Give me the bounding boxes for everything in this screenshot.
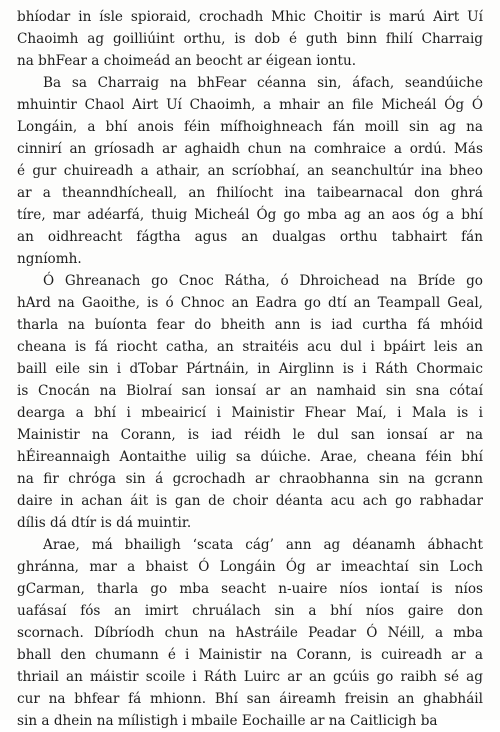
text-line: cur na bhfear fá mhionn. Bhí san áireamh freisin an ghabháil [17, 691, 483, 707]
text-line: scornach. Díbríodh chun na hAstráile Peadar Ó Néill, a mba [17, 625, 483, 641]
text-line: bhíodar in ísle spioraid, crochadh Mhic Choitir is marú Airt Uí [17, 9, 483, 25]
text-line: na bhFear a choimeád an beocht ar éigean iontu. [17, 53, 357, 69]
text-line: Chaoimh ag goilliúint orthu, is dob é guth binn fhilí Charraig [17, 31, 483, 47]
text-line: ghránna, mar a bhaist Ó Longáin Óg ar imeachtaí sin Loch [17, 559, 483, 575]
paragraph [17, 534, 483, 732]
text-line: cinnirí an gríosadh ar aghaidh chun na comhraice a ordú. Más [17, 141, 483, 157]
text-line: hÉireannaigh Aontaithe uilig sa dúiche. Arae, cheana féin bhí [17, 449, 483, 465]
text-line: Ó Ghreanach go Cnoc Rátha, ó Dhroichead na Bríde go [43, 273, 483, 289]
text-line: daire in achan áit is gan de choir déanta acu ach go rabhadar [17, 493, 483, 509]
text-line: hArd na Gaoithe, is ó Chnoc an Eadra go dtí an Teampall Geal, [17, 295, 483, 311]
paragraph [17, 72, 483, 270]
text-line: na fir chróga sin á gcrochadh ar chraobhanna sin na gcrann [17, 471, 483, 487]
text-line: Mainistir na Corann, is iad réidh le dul san ionsaí ar na [17, 427, 483, 443]
text-line: é gur chuireadh a athair, an scríobhaí, an seanchultúr ina bheo [17, 163, 483, 179]
text-line: mhuintir Chaol Airt Uí Chaoimh, a mhair an file Micheál Óg Ó [17, 97, 483, 113]
text-line: gCarman, tharla go mba seacht n-uaire níos iontaí is níos [17, 581, 483, 597]
body-text [17, 6, 483, 732]
text-line: Arae, má bhailigh ‘scata cág’ ann ag déanamh ábhacht [43, 537, 483, 553]
text-line: ar a theanndhícheall, an fhilíocht ina taibearnacal don ghrá [17, 185, 483, 201]
text-line: tharla na buíonta fear do bheith ann is iad curtha fá mhóid [17, 317, 483, 333]
text-line: tíre, mar adéarfá, thuig Micheál Óg go mba ag an aos óg a bhí [17, 207, 483, 223]
text-line: ngníomh. [17, 251, 82, 267]
text-line: is Cnocán na Biolraí san ionsaí ar an namhaid sin sna cótaí [17, 383, 483, 399]
text-line: Longáin, a bhí anois féin mífhoighneach fán moill sin ag na [17, 119, 483, 135]
text-line: baill eile sin i dTobar Pártnáin, in Airglinn is i Ráth Chormaic [17, 361, 483, 377]
paragraph [17, 6, 483, 72]
text-line: an oidhreacht fágtha agus an dualgas orthu tabhairt fán [17, 229, 483, 245]
text-line: Ba sa Charraig na bhFear céanna sin, áfach, seandúiche [43, 75, 483, 91]
text-line: bhall den chumann é i Mainistir na Corann, is cuireadh ar a [17, 647, 483, 663]
text-line: uafásaí fós an imirt chruálach sin a bhí níos gaire don [17, 603, 483, 619]
text-line: sin a dhein na mílistigh i mbaile Eochaille ar na Caitlicigh ba [17, 713, 438, 729]
text-line: dílis dá dtír is dá muintir. [17, 515, 192, 531]
text-line: thriail an máistir scoile i Ráth Luirc ar an gcúis go raibh sé ag [17, 669, 483, 685]
paragraph [17, 270, 483, 534]
text-line: dearga a bhí i mbeairicí i Mainistir Fhear Maí, i Mala is i [17, 405, 483, 421]
text-line: cheana is fá riocht catha, an straitéis acu dul i bpáirt leis an [17, 339, 483, 355]
